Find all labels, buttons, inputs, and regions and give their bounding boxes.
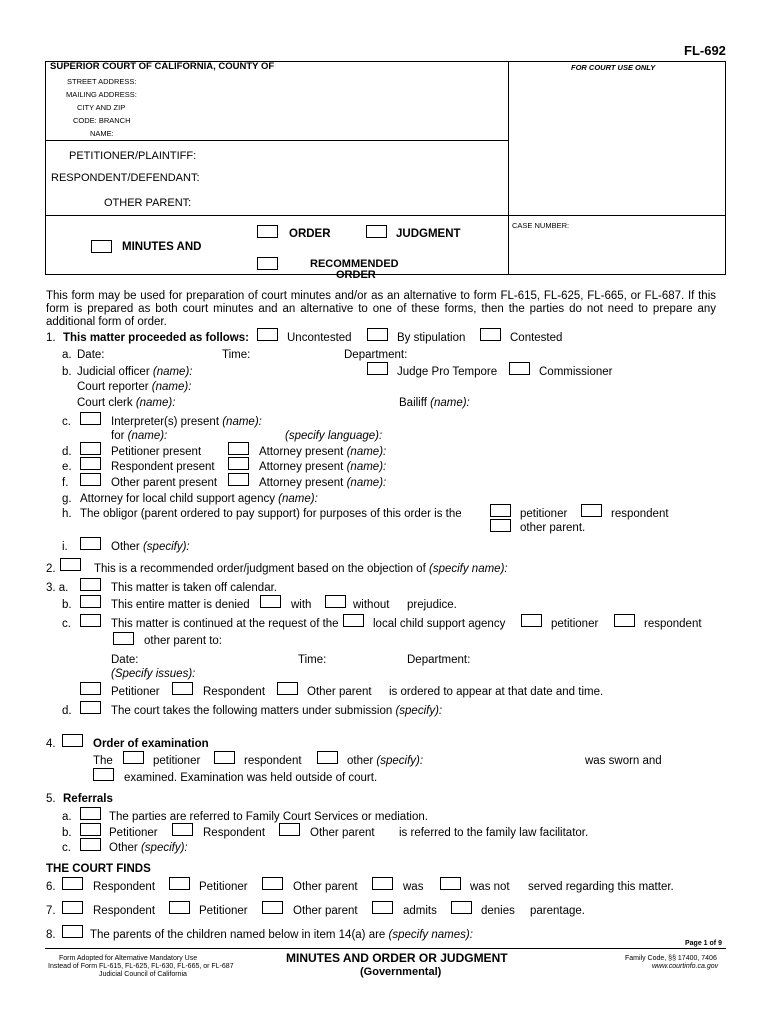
intro-paragraph: This form may be used for preparation of court minutes and/or as an alternative to form FL-615, FL-625, FL-665, or FL-687. If this form is prepared as both court minutes and an alternative to one of these forms, then the parties do not need to prepare any additional form of order.: [46, 290, 716, 328]
denied-checkbox[interactable]: [80, 595, 101, 608]
was-checkbox[interactable]: [372, 877, 393, 890]
exam-other-specify: (specify):: [376, 755, 424, 767]
respondent-present-checkbox[interactable]: [80, 457, 101, 470]
appear-other-parent-checkbox[interactable]: [277, 682, 298, 695]
respondent-present-label: Respondent present: [111, 461, 215, 473]
obligor-petitioner-checkbox[interactable]: [490, 504, 511, 517]
item1e-letter: e.: [62, 461, 72, 473]
parentage-other-parent-label: Other parent: [293, 905, 358, 917]
specify-issues-label: (Specify issues):: [111, 668, 196, 680]
interpreters-text: Interpreter(s) present: [111, 416, 220, 428]
referral-other-parent-label: Other parent: [310, 827, 375, 839]
judge-pro-tem-label: Judge Pro Tempore: [397, 366, 498, 378]
contested-checkbox[interactable]: [480, 328, 501, 341]
item3c-letter: c.: [62, 618, 71, 630]
item1-other-specify: (specify):: [142, 541, 190, 553]
continued-respondent-checkbox[interactable]: [614, 614, 635, 627]
petitioner-present-label: Petitioner present: [111, 446, 202, 458]
parentage-respondent-checkbox[interactable]: [62, 901, 83, 914]
submission-label: [111, 705, 442, 717]
item3a-number: 3. a.: [46, 582, 69, 594]
website: www.courtinfo.ca.gov: [652, 963, 719, 970]
served-petitioner-checkbox[interactable]: [169, 877, 190, 890]
prejudice-label: prejudice.: [407, 599, 457, 611]
exam-petitioner-checkbox[interactable]: [123, 751, 144, 764]
attorney-local-label: [80, 493, 318, 505]
local-agency-checkbox[interactable]: [343, 614, 364, 627]
court-clerk-text: Court clerk: [77, 397, 133, 409]
court-use-divider: [508, 61, 509, 275]
commissioner-checkbox[interactable]: [509, 362, 530, 375]
court-clerk-label: [77, 397, 175, 409]
appear-petitioner-label: Petitioner: [111, 686, 160, 698]
obligor-petitioner-label: petitioner: [520, 508, 568, 520]
exam-respondent-checkbox[interactable]: [214, 751, 235, 764]
pet-attorney-present-checkbox[interactable]: [228, 442, 249, 455]
item2-label: [94, 563, 508, 575]
op-attorney-present-checkbox[interactable]: [228, 473, 249, 486]
referral-other-label: [109, 842, 188, 854]
item5b-letter: b.: [62, 827, 72, 839]
referral-other-specify: (specify):: [140, 842, 188, 854]
item8-number: 8.: [46, 929, 56, 941]
adopted-line-1: Form Adopted for Alternative Mandatory Use: [59, 955, 198, 962]
admits-label: admits: [403, 905, 437, 917]
divider-parties: [45, 215, 726, 216]
recommended-order-checkbox[interactable]: [257, 257, 278, 270]
date-label: Date:: [77, 349, 105, 361]
item1b-letter: b.: [62, 366, 72, 378]
op-attorney-present-label: [259, 477, 386, 489]
recommended-order-label: ORDER: [336, 269, 376, 281]
op-attorney-name-hint: (name):: [346, 477, 387, 489]
continued-petitioner-label: petitioner: [551, 618, 599, 630]
minutes-checkbox[interactable]: [91, 240, 112, 253]
referral-respondent-label: Respondent: [203, 827, 266, 839]
bailiff-label: [399, 397, 470, 409]
served-label: served regarding this matter.: [528, 881, 674, 893]
item1-other-label: [111, 541, 190, 553]
item1-other-text: Other: [111, 541, 140, 553]
exam-petitioner-label: petitioner: [153, 755, 201, 767]
judicial-officer-name-hint: (name):: [152, 366, 193, 378]
item1f-letter: f.: [62, 477, 69, 489]
obligor-respondent-checkbox[interactable]: [581, 504, 602, 517]
continued-label: This matter is continued at the request of the: [111, 618, 339, 630]
code-branch-label: CODE: BRANCH: [73, 116, 131, 125]
item2-number: 2.: [46, 563, 56, 575]
continued-time-label: Time:: [298, 654, 327, 666]
item7-number: 7.: [46, 905, 56, 917]
was-label: was: [403, 881, 424, 893]
family-code: Family Code, §§ 17400, 7406: [625, 955, 717, 962]
other-parent-label: OTHER PARENT:: [104, 197, 192, 209]
referral-respondent-checkbox[interactable]: [172, 823, 193, 836]
referral-petitioner-label: Petitioner: [109, 827, 158, 839]
without-prejudice-checkbox[interactable]: [325, 595, 346, 608]
facilitator-label: is referred to the family law facilitator.: [399, 827, 589, 839]
name-label: NAME:: [90, 129, 114, 138]
for-name-hint: (name):: [127, 430, 168, 442]
respondent-label: RESPONDENT/DEFENDANT:: [51, 172, 200, 184]
footer-subtitle: (Governmental): [360, 966, 442, 978]
exam-other-checkbox[interactable]: [317, 751, 338, 764]
resp-attorney-present-label: [259, 461, 386, 473]
referral-other-parent-checkbox[interactable]: [279, 823, 300, 836]
city-zip-label: CITY AND ZIP: [77, 103, 126, 112]
obligor-respondent-label: respondent: [611, 508, 669, 520]
interpreters-name-hint: (name):: [222, 416, 262, 428]
exam-respondent-label: respondent: [244, 755, 302, 767]
local-agency-label: local child support agency: [373, 618, 506, 630]
item4-number: 4.: [46, 738, 56, 750]
without-label: without: [353, 599, 390, 611]
the-label: The: [93, 755, 113, 767]
parentage-petitioner-label: Petitioner: [199, 905, 248, 917]
court-title: SUPERIOR COURT OF CALIFORNIA, COUNTY OF: [50, 61, 275, 72]
continued-department-label: Department:: [407, 654, 471, 666]
continued-respondent-label: respondent: [644, 618, 702, 630]
court-clerk-name-hint: (name):: [135, 397, 176, 409]
pet-attorney-present-label: [259, 446, 386, 458]
item1h-letter: h.: [62, 508, 72, 520]
judgment-checkbox[interactable]: [366, 225, 387, 238]
parents-named-label: [90, 929, 473, 941]
footer-title: MINUTES AND ORDER OR JUDGMENT: [286, 951, 508, 965]
denied-label: This entire matter is denied: [111, 599, 250, 611]
for-label: [111, 430, 167, 442]
department-label: Department:: [344, 349, 408, 361]
referrals-label: Referrals: [63, 793, 113, 805]
obligor-other-parent-checkbox[interactable]: [490, 519, 511, 532]
referral-other-checkbox[interactable]: [80, 838, 101, 851]
appear-respondent-checkbox[interactable]: [172, 682, 193, 695]
commissioner-label: Commissioner: [539, 366, 613, 378]
parentage-other-parent-checkbox[interactable]: [262, 901, 283, 914]
item1g-letter: g.: [62, 493, 72, 505]
appear-other-parent-label: Other parent: [307, 686, 372, 698]
continued-date-label: Date:: [111, 654, 139, 666]
ordered-appear-label: is ordered to appear at that date and time.: [389, 686, 604, 698]
pet-attorney-text: Attorney present: [259, 446, 344, 458]
parents-named-specify: (specify names):: [388, 929, 473, 941]
court-reporter-label: [77, 381, 191, 393]
continued-other-parent-checkbox[interactable]: [113, 632, 134, 645]
judicial-officer-text: Judicial officer: [77, 366, 150, 378]
bailiff-text: Bailiff: [399, 397, 427, 409]
item1a-letter: a.: [62, 349, 72, 361]
item2-text: This is a recommended order/judgment based on the objection of: [94, 563, 426, 575]
item1c-letter: c.: [62, 416, 71, 428]
contested-label: Contested: [510, 332, 563, 344]
parents-named-checkbox[interactable]: [62, 925, 83, 938]
exam-other-label: [347, 755, 423, 767]
obligor-other-parent-label: other parent.: [520, 522, 586, 534]
footer-rule: [45, 948, 726, 949]
judicial-officer-label: [77, 366, 192, 378]
petitioner-label: PETITIONER/PLAINTIFF:: [69, 150, 197, 162]
submission-text: The court takes the following matters under submission: [111, 705, 393, 717]
appear-petitioner-checkbox[interactable]: [80, 682, 101, 695]
petitioner-present-checkbox[interactable]: [80, 442, 101, 455]
parentage-respondent-label: Respondent: [93, 905, 156, 917]
for-text: for: [111, 430, 125, 442]
submission-checkbox[interactable]: [80, 701, 101, 714]
case-number-label: CASE NUMBER:: [512, 221, 570, 230]
parents-named-text: The parents of the children named below in item 14(a) are: [90, 929, 386, 941]
court-use-label: FOR COURT USE ONLY: [571, 63, 656, 72]
served-respondent-label: Respondent: [93, 881, 156, 893]
item1i-letter: i.: [62, 541, 68, 553]
served-other-parent-checkbox[interactable]: [262, 877, 283, 890]
item3d-letter: d.: [62, 705, 72, 717]
interpreter-checkbox[interactable]: [80, 412, 101, 425]
sworn-label: was sworn and: [585, 755, 662, 767]
exam-other-text: other: [347, 755, 374, 767]
examination-checkbox[interactable]: [62, 734, 83, 747]
court-reporter-text: Court reporter: [77, 381, 149, 393]
obligor-label: The obligor (parent ordered to pay support) for purposes of this order is the: [80, 508, 462, 520]
court-finds-heading: THE COURT FINDS: [46, 863, 151, 875]
item5c-letter: c.: [62, 842, 71, 854]
page-number: Page 1 of 9: [685, 940, 722, 947]
referral-other-text: Other: [109, 842, 138, 854]
examined-label: examined. Examination was held outside of court.: [124, 772, 378, 784]
judge-pro-tem-checkbox[interactable]: [367, 362, 388, 375]
off-calendar-label: This matter is taken off calendar.: [111, 582, 277, 594]
item1-number: 1.: [46, 332, 56, 344]
divider-address: [45, 140, 508, 141]
op-attorney-text: Attorney present: [259, 477, 344, 489]
item1-other-checkbox[interactable]: [80, 537, 101, 550]
served-petitioner-label: Petitioner: [199, 881, 248, 893]
referral-petitioner-checkbox[interactable]: [80, 823, 101, 836]
resp-attorney-name-hint: (name):: [346, 461, 387, 473]
stipulation-label: By stipulation: [397, 332, 466, 344]
served-respondent-checkbox[interactable]: [62, 877, 83, 890]
item6-number: 6.: [46, 881, 56, 893]
item5-number: 5.: [46, 793, 56, 805]
order-label: ORDER: [289, 228, 331, 240]
resp-attorney-present-checkbox[interactable]: [228, 457, 249, 470]
item1-label: This matter proceeded as follows:: [63, 332, 249, 344]
item2-checkbox[interactable]: [60, 558, 81, 571]
with-prejudice-checkbox[interactable]: [260, 595, 281, 608]
other-parent-present-checkbox[interactable]: [80, 473, 101, 486]
court-reporter-name-hint: (name):: [151, 381, 192, 393]
item1d-letter: d.: [62, 446, 72, 458]
continued-checkbox[interactable]: [80, 614, 101, 627]
parentage-petitioner-checkbox[interactable]: [169, 901, 190, 914]
stipulation-checkbox[interactable]: [367, 328, 388, 341]
appear-respondent-label: Respondent: [203, 686, 266, 698]
other-parent-present-label: Other parent present: [111, 477, 218, 489]
minutes-and-label: MINUTES AND: [122, 241, 202, 253]
was-not-checkbox[interactable]: [440, 877, 461, 890]
judgment-label: JUDGMENT: [396, 228, 461, 240]
submission-specify: (specify):: [395, 705, 443, 717]
adopted-line-3: Judicial Council of California: [99, 971, 187, 978]
mailing-address-label: MAILING ADDRESS:: [66, 90, 137, 99]
fcs-label: The parties are referred to Family Court Services or mediation.: [109, 811, 428, 823]
denies-checkbox[interactable]: [451, 901, 472, 914]
adopted-line-2: Instead of Form FL-615, FL-625, FL-630, FL-665, or FL-687: [48, 963, 234, 970]
item3b-letter: b.: [62, 599, 72, 611]
specify-language-label: (specify language):: [285, 430, 383, 442]
bailiff-name-hint: (name):: [430, 397, 470, 409]
form-number: FL-692: [684, 43, 726, 58]
examination-label: Order of examination: [93, 738, 209, 750]
resp-attorney-text: Attorney present: [259, 461, 344, 473]
denies-label: denies: [481, 905, 515, 917]
item2-specify-name: (specify name):: [428, 563, 508, 575]
parentage-label: parentage.: [530, 905, 585, 917]
pet-attorney-name-hint: (name):: [346, 446, 387, 458]
interpreters-label: [111, 416, 262, 428]
time-label: Time:: [222, 349, 251, 361]
with-label: with: [291, 599, 312, 611]
off-calendar-checkbox[interactable]: [80, 578, 101, 591]
other-parent-to-label: other parent to:: [144, 635, 222, 647]
admits-checkbox[interactable]: [372, 901, 393, 914]
fcs-checkbox[interactable]: [80, 807, 101, 820]
was-not-label: was not: [470, 881, 510, 893]
attorney-local-text: Attorney for local child support agency: [80, 493, 275, 505]
attorney-local-name-hint: (name):: [278, 493, 318, 505]
order-checkbox[interactable]: [257, 225, 278, 238]
outside-court-checkbox[interactable]: [93, 768, 114, 781]
uncontested-checkbox[interactable]: [257, 328, 278, 341]
continued-petitioner-checkbox[interactable]: [521, 614, 542, 627]
street-address-label: STREET ADDRESS:: [67, 77, 137, 86]
recommended-label: RECOMMENDED: [310, 258, 399, 270]
served-other-parent-label: Other parent: [293, 881, 358, 893]
item5a-letter: a.: [62, 811, 72, 823]
uncontested-label: Uncontested: [287, 332, 352, 344]
